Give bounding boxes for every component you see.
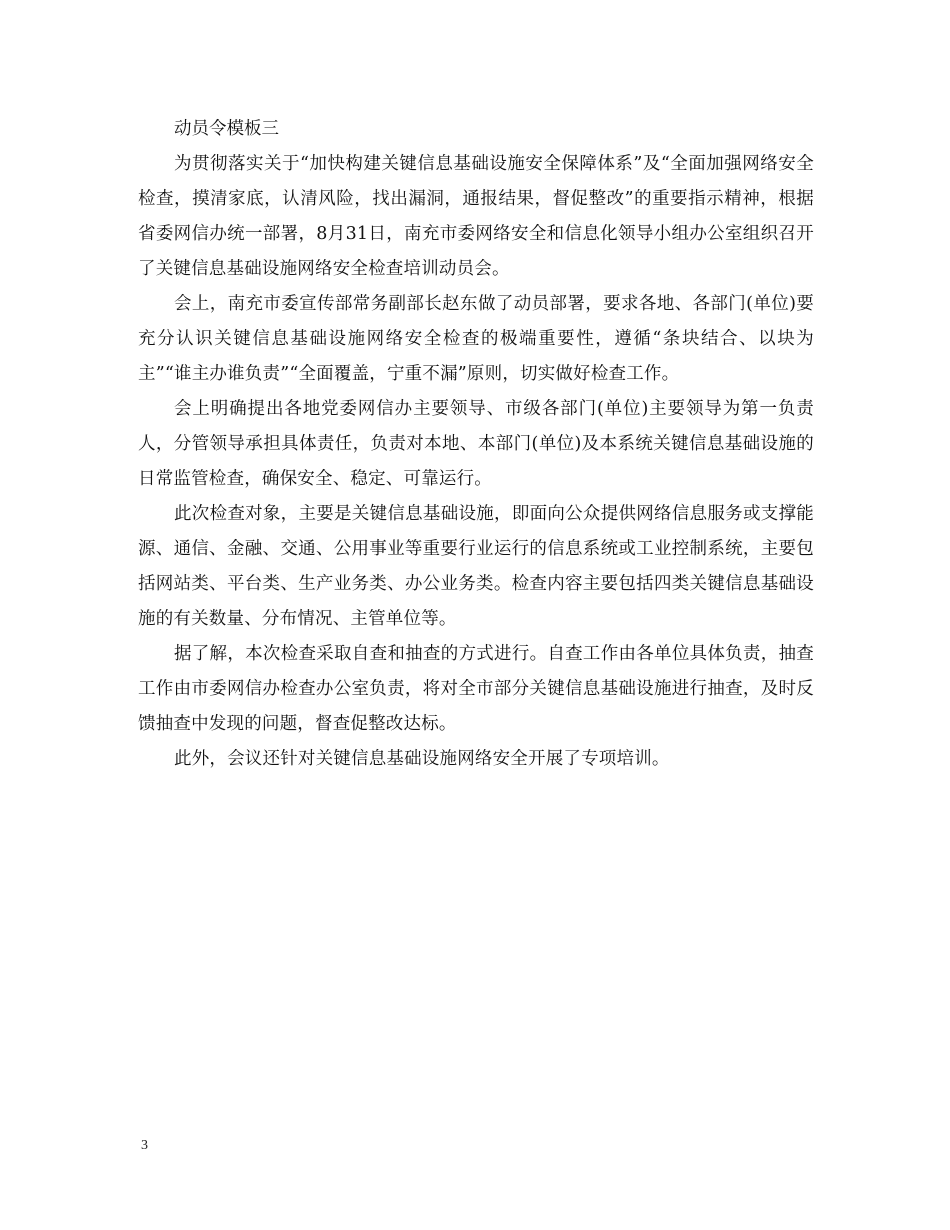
paragraph-1: 为贯彻落实关于“加快构建关键信息基础设施安全保障体系”及“全面加强网络安全检查，摸清家底，认清风险，找出漏洞，通报结果，督促整改”的重要指示精神，根据省委网信办统一部署，8月31日，南充市委网络安全和信息化领导小组办公室组织召开了关键信息基础设施网络安全检查培训动员会。 [138, 154, 814, 279]
document-title: 动员令模板三 [174, 119, 279, 139]
paragraph-2: 会上，南充市委宣传部常务副部长赵东做了动员部署，要求各地、各部门(单位)要充分认识关键信息基础设施网络安全检查的极端重要性，遵循“条块结合、以块为主”“谁主办谁负责”“全面覆盖，宁重不漏”原则，切实做好检查工作。 [138, 294, 814, 384]
paragraph-4: 此次检查对象，主要是关键信息基础设施，即面向公众提供网络信息服务或支撑能源、通信、金融、交通、公用事业等重要行业运行的信息系统或工业控制系统，主要包括网站类、平台类、生产业务类、办公业务类。检查内容主要包括四类关键信息基础设施的有关数量、分布情况、主管单位等。 [138, 504, 814, 629]
page-number: 3 [141, 1138, 148, 1153]
paragraph-5: 据了解，本次检查采取自查和抽查的方式进行。自查工作由各单位具体负责，抽查工作由市委网信办检查办公室负责，将对全市部分关键信息基础设施进行抽查，及时反馈抽查中发现的问题，督查促整改达标。 [138, 644, 814, 734]
paragraph-6: 此外，会议还针对关键信息基础设施网络安全开展了专项培训。 [174, 749, 670, 769]
paragraph-3: 会上明确提出各地党委网信办主要领导、市级各部门(单位)主要领导为第一负责人，分管领导承担具体责任，负责对本地、本部门(单位)及本系统关键信息基础设施的日常监管检查，确保安全、稳定、可靠运行。 [138, 399, 814, 489]
document-body [138, 112, 814, 777]
